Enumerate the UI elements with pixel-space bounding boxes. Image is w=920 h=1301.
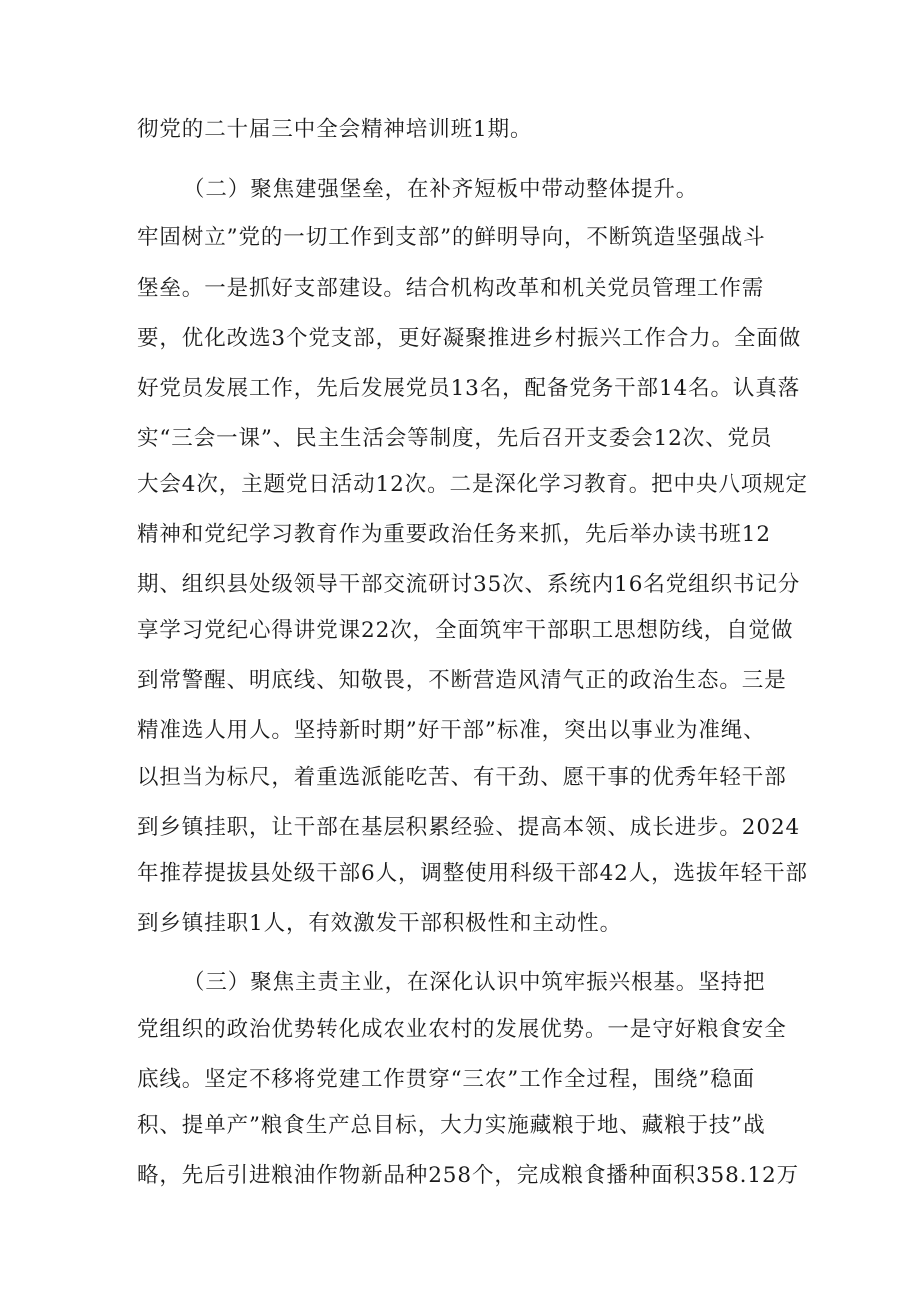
section-heading: （三）聚焦主责主业，在深化认识中筑牢振兴根基。坚持把	[183, 970, 766, 995]
text-line: 期、组织县处级领导干部交流研讨35次、系统内16名党组织书记分	[137, 572, 801, 597]
text-line: 精准选人用人。坚持新时期”好干部”标准，突出以事业为准绳、	[137, 718, 766, 743]
text-line: 党组织的政治优势转化成农业农村的发展优势。一是守好粮食安全	[137, 1017, 787, 1042]
text-line: 到乡镇挂职，让干部在基层积累经验、提高本领、成长进步。2024	[137, 815, 801, 840]
text-line: 到常警醒、明底线、知敬畏，不断营造风清气正的政治生态。三是	[137, 668, 787, 693]
text-line: 大会4次，主题党日活动12次。二是深化学习教育。把中央八项规定	[137, 472, 808, 497]
text-line: 堡垒。一是抓好支部建设。结合机构改革和机关党员管理工作需	[137, 276, 765, 301]
text-line: 积、提单产”粮食生产总目标，大力实施藏粮于地、藏粮于技”战	[137, 1113, 766, 1138]
text-line: 以担当为标尺，着重选派能吃苦、有干劲、愿干事的优秀年轻干部	[137, 765, 787, 790]
text-line: 实“三会一课”、民主生活会等制度，先后召开支委会12次、党员	[137, 426, 773, 451]
text-line: 牢固树立”党的一切工作到支部”的鲜明导向，不断筑造坚强战斗	[137, 225, 766, 250]
text-line: 好党员发展工作，先后发展党员13名，配备党务干部14名。认真落	[137, 376, 801, 401]
text-line: 底线。坚定不移将党建工作贯穿“三农”工作全过程，围绕”稳面	[137, 1067, 756, 1092]
text-line: 年推荐提拔县处级干部6人，调整使用科级干部42人，选拔年轻干部	[137, 861, 808, 886]
text-line: 要，优化改选3个党支部，更好凝聚推进乡村振兴工作合力。全面做	[137, 326, 802, 351]
text-line: 略，先后引进粮油作物新品种258个，完成粮食播种面积358.12万	[137, 1163, 799, 1188]
text-line: 精神和党纪学习教育作为重要政治任务来抓，先后举办读书班12	[137, 522, 771, 547]
section-heading: （二）聚焦建强堡垒，在补齐短板中带动整体提升。	[183, 177, 699, 202]
text-line: 彻党的二十届三中全会精神培训班1期。	[137, 117, 533, 142]
text-line: 到乡镇挂职1人，有效激发干部积极性和主动性。	[137, 911, 622, 936]
text-line: 享学习党纪心得讲党课22次，全面筑牢干部职工思想防线，自觉做	[137, 618, 794, 643]
